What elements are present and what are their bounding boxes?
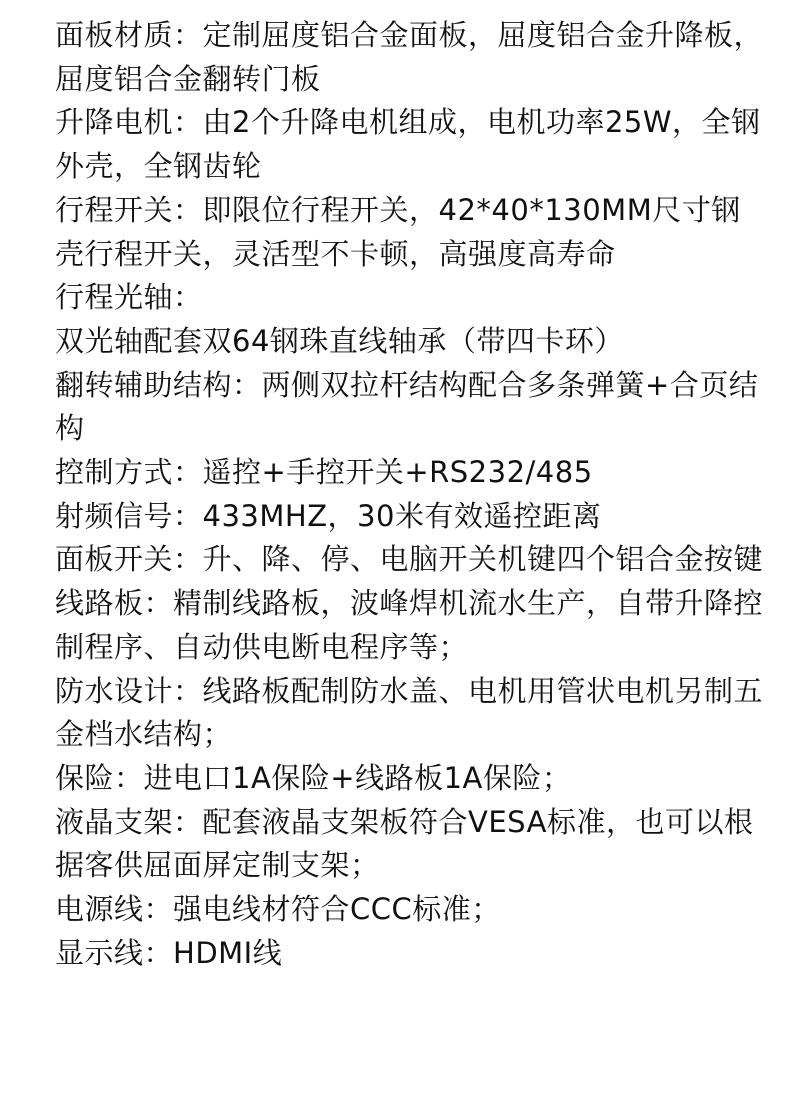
spec-panel-material xyxy=(55,14,770,101)
spec-value: HDMI线 xyxy=(173,935,283,970)
spec-lcd-bracket xyxy=(55,801,770,888)
spec-document xyxy=(55,14,770,975)
spec-flip-assist-structure xyxy=(55,364,770,451)
spec-value: 线路板配制防水盖、电机用管状电机另制五金档水结构； xyxy=(55,673,764,752)
spec-label: 电源线： xyxy=(55,892,174,927)
spec-travel-switch xyxy=(55,189,770,276)
spec-display-cable xyxy=(55,932,770,976)
spec-fuse xyxy=(55,757,770,801)
spec-value: 配套液晶支架板符合VESA标准，也可以根据客供屈面屏定制支架； xyxy=(55,804,754,883)
spec-label: 行程开关： xyxy=(55,192,203,227)
spec-value: 遥控+手控开关+RS232/485 xyxy=(202,455,593,490)
spec-label: 翻转辅助结构： xyxy=(55,367,262,402)
spec-circuit-board xyxy=(55,582,770,669)
spec-label: 保险： xyxy=(55,760,144,795)
spec-label: 显示线： xyxy=(55,935,174,970)
spec-label: 控制方式： xyxy=(55,455,203,490)
spec-label: 防水设计： xyxy=(55,673,203,708)
spec-label: 面板材质： xyxy=(55,18,203,52)
spec-lift-motor xyxy=(55,101,770,188)
spec-label: 线路板： xyxy=(55,586,174,621)
spec-value: 即限位行程开关，42*40*130MM尺寸钢壳行程开关，灵活型不卡顿，高强度高寿命 xyxy=(55,192,741,271)
spec-value: 进电口1A保险+线路板1A保险； xyxy=(143,760,572,795)
spec-value: 两侧双拉杆结构配合多条弹簧+合页结构 xyxy=(55,367,759,446)
spec-label: 面板开关： xyxy=(55,542,203,577)
spec-label: 射频信号： xyxy=(55,498,203,533)
spec-label: 行程光轴： xyxy=(55,280,203,315)
spec-label: 升降电机： xyxy=(55,105,203,140)
spec-label: 液晶支架： xyxy=(55,804,203,839)
spec-rf-signal xyxy=(55,495,770,539)
spec-value: 由2个升降电机组成，电机功率25W，全钢外壳，全钢齿轮 xyxy=(55,105,761,184)
spec-value: 双光轴配套双64钢珠直线轴承（带四卡环） xyxy=(55,323,624,358)
spec-control-method xyxy=(55,451,770,495)
spec-travel-shaft xyxy=(55,276,770,363)
spec-value: 强电线材符合CCC标准； xyxy=(173,892,501,927)
spec-value: 精制线路板，波峰焊机流水生产，自带升降控制程序、自动供电断电程序等； xyxy=(55,586,764,664)
spec-waterproof-design xyxy=(55,670,770,757)
spec-value: 升、降、停、电脑开关机键四个铝合金按键 xyxy=(202,542,764,577)
spec-panel-switch xyxy=(55,538,770,582)
spec-value: 433MHZ，30米有效遥控距离 xyxy=(202,498,602,533)
spec-power-cable xyxy=(55,888,770,932)
spec-value: 定制屈度铝合金面板，屈度铝合金升降板，屈度铝合金翻转门板 xyxy=(55,18,764,96)
